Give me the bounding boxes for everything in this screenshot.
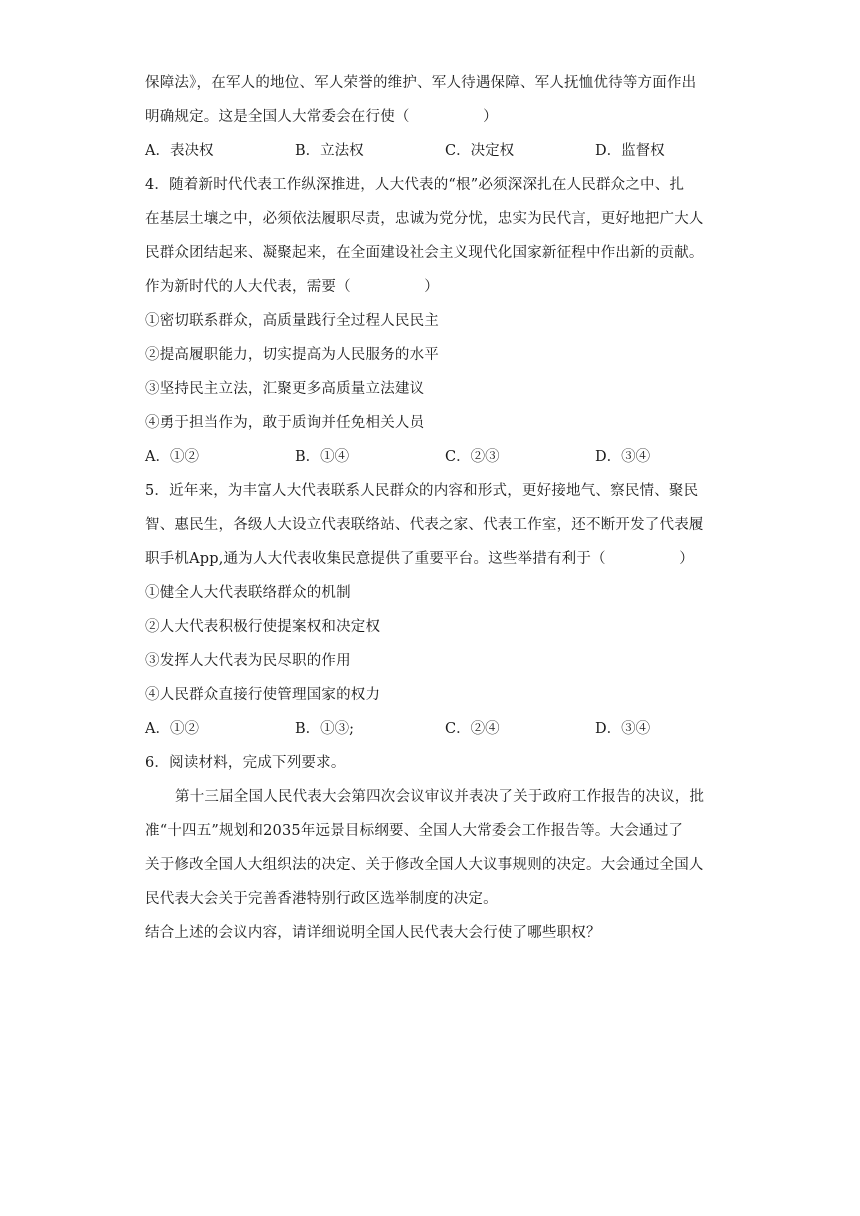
q4-options bbox=[145, 440, 725, 474]
q6-material-line-1: 第十三届全国人民代表大会第四次会议审议并表决了关于政府工作报告的决议，批 bbox=[175, 789, 705, 805]
q4-line-4: 作为新时代的人大代表，需要（ ） bbox=[145, 279, 439, 295]
q3-options bbox=[145, 134, 725, 168]
q3-option-a: A．表决权 bbox=[145, 143, 214, 159]
q3-option-c: C．决定权 bbox=[445, 143, 515, 159]
q3-option-d: D．监督权 bbox=[595, 143, 665, 159]
q4-option-d: D．③④ bbox=[595, 449, 651, 465]
q4-line-3: 民群众团结起来、凝聚起来，在全面建设社会主义现代化国家新征程中作出新的贡献。 bbox=[145, 245, 704, 261]
q3-line-1: 保障法》，在军人的地位、军人荣誉的维护、军人待遇保障、军人抚恤优待等方面作出 bbox=[145, 75, 697, 91]
q5-item-4: ④人民群众直接行使管理国家的权力 bbox=[145, 687, 381, 703]
q4-item-1: ①密切联系群众，高质量践行全过程人民民主 bbox=[145, 313, 439, 329]
q5-line-2: 智、惠民生，各级人大设立代表联络站、代表之家、代表工作室，还不断开发了代表履 bbox=[145, 517, 704, 533]
q5-option-b: B．①③; bbox=[295, 721, 355, 737]
q4-item-2: ②提高履职能力，切实提高为人民服务的水平 bbox=[145, 347, 439, 363]
q4-line-1: 4．随着新时代代表工作纵深推进，人大代表的“根”必须深深扎在人民群众之中、扎 bbox=[145, 177, 685, 193]
q5-option-c: C．②④ bbox=[445, 721, 500, 737]
q6-question: 结合上述的会议内容，请详细说明全国人民代表大会行使了哪些职权？ bbox=[145, 925, 601, 941]
q4-line-2: 在基层土壤之中，必须依法履职尽责，忠诚为党分忧，忠实为民代言，更好地把广大人 bbox=[145, 211, 704, 227]
q6-material-line-2: 准“十四五”规划和2035年远景目标纲要、全国人大常委会工作报告等。大会通过了 bbox=[145, 823, 684, 839]
q4-option-c: C．②③ bbox=[445, 449, 500, 465]
q5-options bbox=[145, 712, 725, 746]
q5-line-1: 5．近年来，为丰富人大代表联系人民群众的内容和形式，更好接地气、察民情、聚民 bbox=[145, 483, 699, 499]
q4-option-a: A．①② bbox=[145, 449, 199, 465]
q5-item-2: ②人大代表积极行使提案权和决定权 bbox=[145, 619, 381, 635]
q4-option-b: B．①④ bbox=[295, 449, 350, 465]
q3-line-2: 明确规定。这是全国人大常委会在行使（ ） bbox=[145, 109, 498, 125]
q5-option-d: D．③④ bbox=[595, 721, 651, 737]
q6-material-line-4: 民代表大会关于完善香港特别行政区选举制度的决定。 bbox=[145, 891, 498, 907]
document-content bbox=[145, 66, 725, 950]
q5-line-3: 职手机App,通为人大代表收集民意提供了重要平台。这些举措有利于（ ） bbox=[145, 551, 694, 567]
q4-item-3: ③坚持民主立法，汇聚更多高质量立法建议 bbox=[145, 381, 425, 397]
q5-option-a: A．①② bbox=[145, 721, 199, 737]
q5-item-3: ③发挥人大代表为民尽职的作用 bbox=[145, 653, 351, 669]
q5-item-1: ①健全人大代表联络群众的机制 bbox=[145, 585, 351, 601]
q6-material-line-3: 关于修改全国人大组织法的决定、关于修改全国人大议事规则的决定。大会通过全国人 bbox=[145, 857, 704, 873]
q3-option-b: B．立法权 bbox=[295, 143, 364, 159]
q4-item-4: ④勇于担当作为，敢于质询并任免相关人员 bbox=[145, 415, 425, 431]
q6-title: 6．阅读材料，完成下列要求。 bbox=[145, 755, 346, 771]
